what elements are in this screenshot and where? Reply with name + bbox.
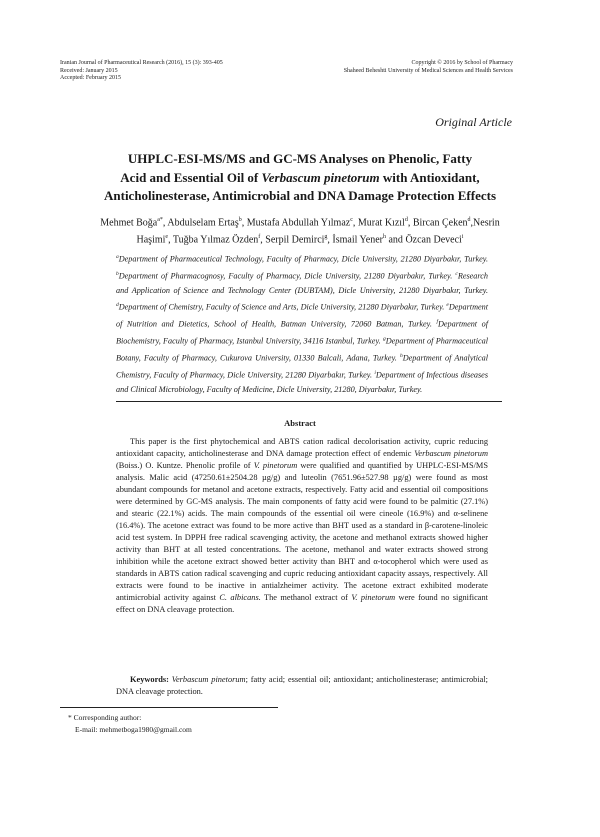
keywords-list: ; fatty acid; essential oil; antioxidant; anticholinesterase; antimicrobial; DNA cleavage protection. [116, 675, 489, 696]
corresponding-author-label: * Corresponding author: [68, 713, 142, 722]
title-text: Acid and Essential Oil of [120, 169, 262, 185]
author-name: Nesrin Haşimi [136, 217, 500, 246]
abstract-species: Verbascum pinetorum [414, 449, 488, 458]
abstract-text: The methanol extract of [260, 593, 352, 602]
author-separator: , [352, 217, 358, 229]
affiliation-text: Department of Chemistry, Faculty of Science and Arts, Dicle University, 21280 Diyarbakır, Turkey. [118, 302, 447, 312]
keywords-species: Verbascum pinetorum [171, 675, 246, 684]
author-separator: , [260, 234, 266, 246]
abstract-species: V. pinetorum [351, 593, 396, 602]
paper-title [100, 150, 500, 206]
affiliation-mark: i [374, 369, 376, 376]
article-type: Original Article [435, 115, 512, 129]
author-name: Tuğba Yılmaz Özden [172, 234, 259, 246]
affiliation-text: Department of Pharmaceutical Botany, Faculty of Pharmacy, Cukurova University, 01330 Balcali, Adana, Turkey. [116, 336, 488, 363]
title-line-3: Anticholinesterase, Antimicrobial and DNA Damage Protection Effects [104, 188, 496, 203]
author-separator: , [407, 217, 413, 229]
abstract-species: V. pinetorum [253, 461, 298, 470]
abstract-heading: Abstract [284, 418, 316, 428]
author-affiliation-mark: d [404, 217, 408, 223]
author-separator: , [470, 217, 474, 229]
affiliation-mark: a [116, 254, 119, 260]
author-affiliation-mark: g [324, 234, 328, 241]
author-affiliation-mark: d [467, 217, 471, 223]
author-affiliation-mark: e [165, 234, 169, 241]
author-name: Murat Kızıl [357, 217, 405, 229]
affiliation-text: Department of Biochemistry, Faculty of Pharmacy, Istanbul University, 34116 Istanbul, Turkey. [116, 319, 488, 346]
author-list [84, 213, 516, 248]
affiliation-text: Department of Nutrition and Dietetics, School of Health, Batman University, 72060 Batman, Turkey. [116, 302, 488, 329]
author-affiliation-mark: f [258, 234, 261, 241]
title-text: with Antioxidant, [379, 169, 480, 185]
section-divider [116, 401, 502, 402]
author-name: Bircan Çeken [412, 217, 468, 229]
copyright-line: Copyright © 2016 by School of Pharmacy [411, 60, 513, 66]
author-separator: , [162, 217, 168, 229]
affiliation-mark: g [382, 335, 386, 342]
affiliation-text: Research and Application of Science and Technology Center (DUBTAM), Dicle University, 21280 Diyarbakır, Turkey. [116, 271, 488, 295]
correspondence-footnote [68, 712, 192, 736]
affiliation-text: Department of Analytical Chemistry, Faculty of Pharmacy, Dicle University, 21280 Diyarbakır, Turkey. [116, 353, 489, 380]
author-separator: , [241, 217, 247, 229]
author-name: Özcan Deveci [405, 234, 462, 246]
affiliation-mark: b [116, 270, 119, 277]
affiliation-text: Department of Pharmaceutical Technology, Faculty of Pharmacy, Dicle University, 21280 Diyarbakır, Turkey. [118, 254, 488, 264]
title-line-2 [100, 169, 500, 188]
email-link[interactable]: E-mail: mehmetboga1980@gmail.com [75, 725, 192, 734]
abstract-text: This paper is the first phytochemical and ABTS cation radical decolorisation activity, cupric reducing antioxidant capacity, anticholinesterase and DNA damage protection effect of endemic [116, 437, 488, 458]
abstract-text: were qualified and quantified by UHPLC-ESI-MS/MS analysis. Malic acid (47250.61±2504.28 µg/g) and luteolin (7651.96±527.98 µg/g) were found as most abundant compounds for metanol and acetone extracts, respectively. Fatty acid and essential oil compositions were determined by GC-MS analysis. The main components of fatty acid were found to be palmitic (27.1%) and stearic (22.1%) acids. The main compounds of the essential oil were cineole (16.9%) and α-selinene (16.4%). The acetone extract was found to be more active than BHT used as a standard in β-carotene-linoleic acid test system. In DPPH free radical scavenging activity, the acetone and methanol extracts showed higher activity than BHT at all tested concentrations. The acetone, methanol and water extracts showed strong inhibition while the acetone extract showed better activity than BHT and α-tocopherol which were used as standards in ABTS cation radical scavenging and cupric reducing antioxidant capacity assays, respectively. All extracts were found to be inactive in antialzheimer activity. The acetone extract exhibited moderate antimicrobial activity against [116, 461, 488, 602]
journal-citation: Iranian Journal of Pharmaceutical Research (2016), 15 (3): 393-405 [60, 60, 223, 66]
keywords [116, 674, 488, 698]
title-line-1: UHPLC-ESI-MS/MS and GC-MS Analyses on Phenolic, Fatty [127, 151, 473, 166]
author-name: Serpil Demirci [265, 234, 325, 246]
affiliation-text: Department of Pharmacognosy, Faculty of Pharmacy, Dicle University, 21280 Diyarbakır, Turkey. [118, 271, 456, 281]
received-date: Received: January 2015 [60, 67, 118, 74]
author-affiliation-mark: c [350, 217, 353, 223]
author-separator: , [168, 234, 173, 246]
copyright-header [253, 60, 513, 75]
abstract-species: C. albicans. [219, 593, 261, 602]
abstract-text: were found no significant effect on DNA cleavage protection. [116, 593, 488, 614]
affiliation-mark: d [116, 302, 119, 309]
author-name: Mehmet Boğa [100, 217, 158, 229]
affiliation-mark: f [436, 319, 438, 326]
author-separator: , [327, 234, 333, 246]
author-name: Mustafa Abdullah Yılmaz [246, 217, 351, 229]
publisher-line: Shaheed Beheshti University of Medical Sciences and Health Services [343, 67, 513, 74]
author-affiliation-mark: b [238, 217, 242, 223]
abstract-body [116, 436, 488, 616]
author-affiliation-mark: a* [157, 217, 163, 223]
title-species: Verbascum pinetorum [261, 169, 380, 185]
author-name: İsmail Yener [332, 234, 383, 246]
affiliation-mark: c [455, 270, 458, 277]
keywords-label: Keywords: [130, 675, 169, 684]
affiliation-text: Department of Infectious diseases and Clinical Microbiology, Faculty of Medicine, Dicle University, 21280, Diyarbakır, Turkey. [116, 370, 489, 394]
affiliation-mark: h [399, 352, 403, 359]
author-separator: and [385, 234, 406, 246]
author-affiliation-mark: h [382, 234, 386, 241]
abstract-text: (Boiss.) O. Kuntze. Phenolic profile of [116, 461, 254, 470]
affiliations [116, 250, 488, 397]
affiliation-mark: e [446, 302, 449, 309]
author-affiliation-mark: i [461, 234, 464, 241]
accepted-date: Accepted: February 2015 [60, 75, 121, 82]
author-name: Abdulselam Ertaş [167, 217, 239, 229]
footnote-divider [60, 707, 278, 708]
